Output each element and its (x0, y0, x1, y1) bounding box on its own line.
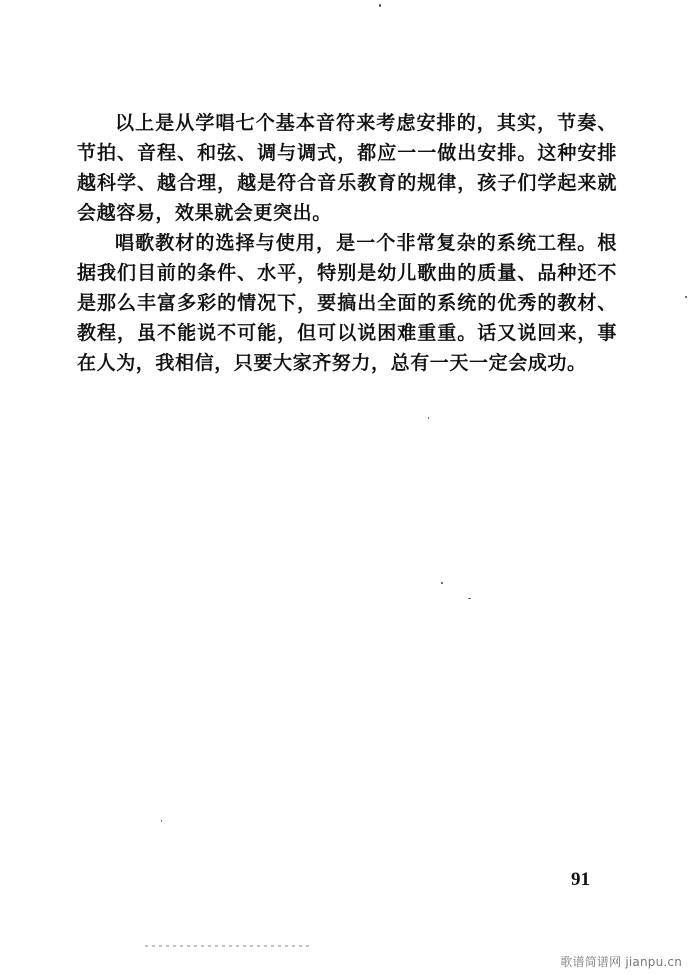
watermark: 歌谱简谱网 jianpu.cn (560, 955, 682, 969)
scan-speck (468, 598, 471, 599)
scan-speck (685, 296, 687, 298)
scan-footer-noise (145, 945, 310, 947)
scan-speck (379, 4, 381, 7)
scan-speck (428, 417, 429, 419)
body-text (77, 108, 617, 378)
scan-speck (441, 582, 443, 584)
paragraph-1: 以上是从学唱七个基本音符来考虑安排的，其实，节奏、节拍、音程、和弦、调与调式，都应一一做出安排。这种安排越科学、越合理，越是符合音乐教育的规律，孩子们学起来就会越容易，效果就会更突出。 (77, 112, 617, 224)
paragraph-2: 唱歌教材的选择与使用，是一个非常复杂的系统工程。根据我们目前的条件、水平，特别是幼儿歌曲的质量、品种还不是那么丰富多彩的情况下，要搞出全面的系统的优秀的教材、教程，虽不能说不可能，但可以说困难重重。话又说回来，事在人为，我相信，只要大家齐努力，总有一天一定会成功。 (77, 232, 617, 374)
page-number: 91 (571, 869, 590, 890)
scan-speck (161, 820, 162, 822)
